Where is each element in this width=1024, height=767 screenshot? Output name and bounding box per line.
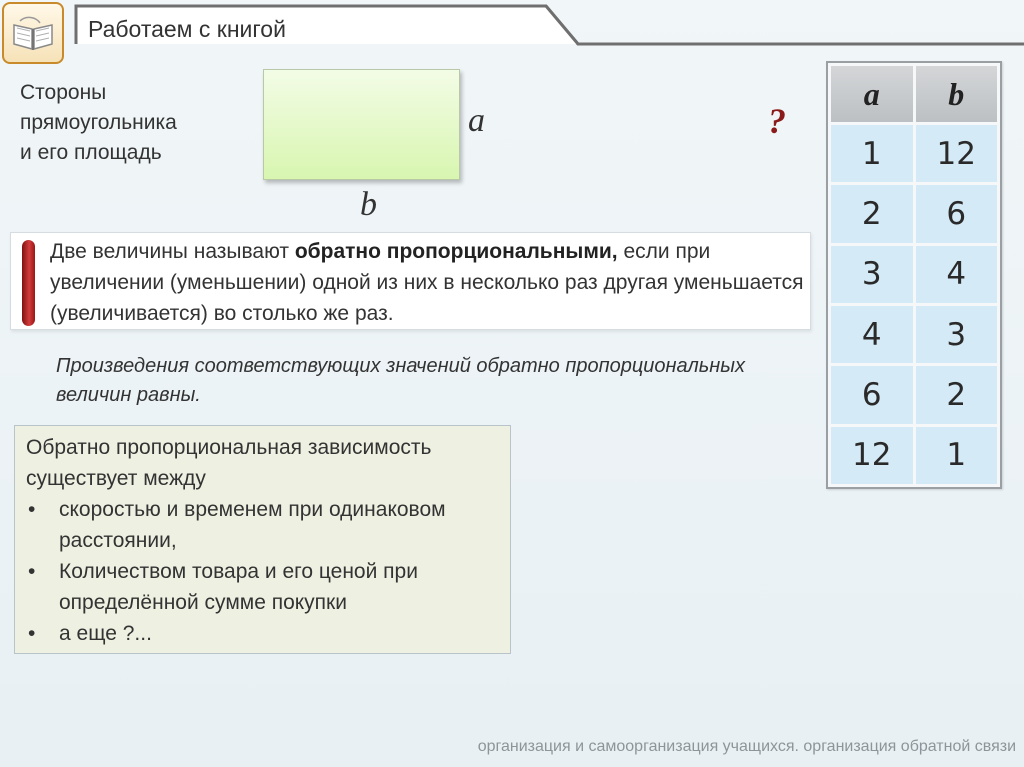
table-row xyxy=(831,125,997,182)
caption-line: Стороны xyxy=(20,81,107,104)
table-row xyxy=(831,185,997,242)
list-item xyxy=(26,618,506,649)
page-title: Работаем с книгой xyxy=(88,16,286,42)
examples-intro: Обратно пропорциональная зависимость существует между xyxy=(26,436,432,490)
table-cell: 6 xyxy=(916,185,998,242)
examples-list xyxy=(26,494,506,649)
ab-values-table xyxy=(826,61,1002,489)
bullet-icon: • xyxy=(28,498,36,521)
table-cell: 4 xyxy=(831,306,913,363)
rectangle-caption xyxy=(20,78,240,168)
definition-text xyxy=(50,236,810,329)
definition-rest: если при увеличении (уменьшении) одной из них в несколько раз другая уменьшается (увеличивается) во столько же раз. xyxy=(50,240,804,325)
caption-line: и его площадь xyxy=(20,141,162,164)
list-item xyxy=(26,494,506,556)
table-cell: 4 xyxy=(916,246,998,303)
table-cell: 1 xyxy=(831,125,913,182)
rectangle-figure xyxy=(263,69,460,180)
definition-term: обратно пропорциональными, xyxy=(294,240,618,263)
table-row xyxy=(831,366,997,423)
list-item-text: скоростью и временем при одинаковом расстоянии, xyxy=(59,498,446,552)
table-row xyxy=(831,246,997,303)
bullet-icon: • xyxy=(28,622,36,645)
column-header-a: a xyxy=(831,66,913,122)
values-table xyxy=(828,63,1000,487)
product-note: Произведения соответствующих значений обратно пропорциональных величин равны. xyxy=(56,355,745,406)
definition-lead: Две величины называют xyxy=(50,240,295,263)
side-b-label: b xyxy=(360,186,377,223)
side-a-label: a xyxy=(468,102,485,139)
table-cell: 12 xyxy=(916,125,998,182)
table-cell: 1 xyxy=(916,427,998,484)
open-book-icon xyxy=(2,2,64,64)
table-cell: 2 xyxy=(831,185,913,242)
table-row xyxy=(831,306,997,363)
table-cell: 12 xyxy=(831,427,913,484)
caption-line: прямоугольника xyxy=(20,111,177,134)
table-cell: 2 xyxy=(916,366,998,423)
table-header-row xyxy=(831,66,997,122)
question-mark: ? xyxy=(768,101,786,141)
table-cell: 6 xyxy=(831,366,913,423)
list-item-text: Количеством товара и его ценой при определённой сумме покупки xyxy=(59,560,418,614)
bullet-icon: • xyxy=(28,560,36,583)
definition-accent-bar xyxy=(22,240,35,326)
footer-caption: организация и самоорганизация учащихся. организация обратной связи xyxy=(477,738,1016,755)
table-cell: 3 xyxy=(831,246,913,303)
list-item xyxy=(26,556,506,618)
column-header-b: b xyxy=(916,66,998,122)
list-item-text: а еще ?... xyxy=(59,622,152,645)
table-row xyxy=(831,427,997,484)
table-cell: 3 xyxy=(916,306,998,363)
